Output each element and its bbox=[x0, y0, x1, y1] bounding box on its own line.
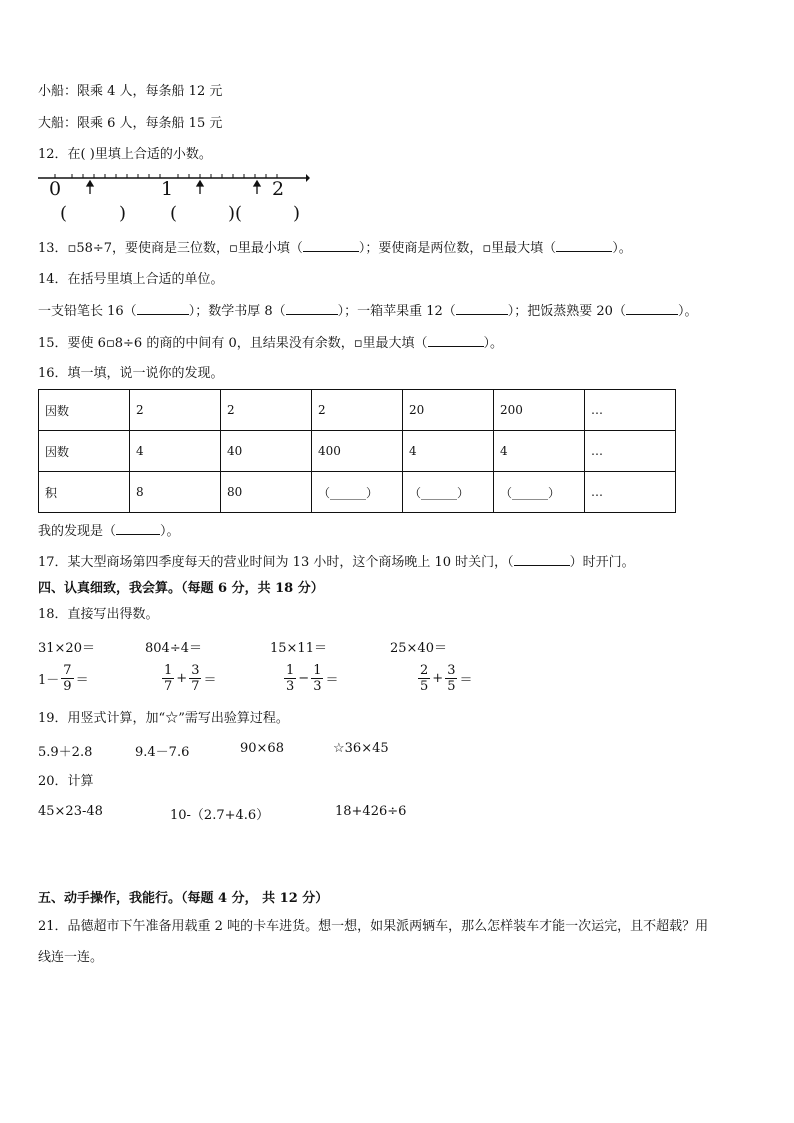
q15-text: 15．要使 6▫8÷6 的商的中间有 0，且结果没有余数，▫里最大填（ bbox=[38, 336, 428, 351]
operator: − bbox=[298, 671, 310, 686]
expr-part: ＝ bbox=[459, 673, 473, 688]
table-cell: … bbox=[585, 472, 676, 513]
operator: + bbox=[176, 671, 188, 686]
expr-part: ＝ bbox=[203, 673, 217, 688]
q18-item: 804÷4＝ bbox=[145, 641, 202, 656]
number-line-blank[interactable]: ) bbox=[293, 203, 301, 224]
finding-line bbox=[38, 522, 180, 541]
table-row bbox=[39, 472, 676, 513]
q14-text: ）；把饭蒸熟要 20（ bbox=[507, 304, 626, 319]
fraction bbox=[284, 663, 296, 694]
finding-text: ）。 bbox=[160, 524, 180, 539]
section-4-heading: 四、认真细致，我会算。（每题 6 分，共 18 分） bbox=[38, 581, 324, 596]
table-cell: 4 bbox=[403, 431, 494, 472]
question-20: 20．计算 bbox=[38, 774, 94, 789]
number-line-label-0: 0 bbox=[49, 178, 62, 200]
q13-text: 13．▫58÷7，要使商是三位数，▫里最小填（ bbox=[38, 241, 303, 256]
fraction bbox=[189, 663, 201, 694]
fraction bbox=[311, 663, 323, 694]
table-cell: 40 bbox=[221, 431, 312, 472]
table-cell: … bbox=[585, 431, 676, 472]
question-16: 16．填一填，说一说你的发现。 bbox=[38, 366, 224, 381]
q20-item: 18+426÷6 bbox=[335, 804, 407, 819]
table-cell: 4 bbox=[130, 431, 221, 472]
table-cell: … bbox=[585, 390, 676, 431]
table-cell: 2 bbox=[130, 390, 221, 431]
q18-item: 31×20＝ bbox=[38, 641, 95, 656]
numerator: 3 bbox=[447, 663, 456, 678]
question-17 bbox=[38, 553, 635, 572]
q18-item: 15×11＝ bbox=[270, 641, 327, 656]
numerator: 3 bbox=[191, 663, 200, 678]
answer-blank[interactable] bbox=[428, 334, 484, 347]
table-answer-cell[interactable]: （______） bbox=[312, 472, 403, 513]
denominator: 5 bbox=[420, 679, 429, 694]
table-row bbox=[39, 431, 676, 472]
expr-part: ＝ bbox=[325, 673, 339, 688]
table-cell: 2 bbox=[221, 390, 312, 431]
table-cell: 20 bbox=[403, 390, 494, 431]
answer-blank[interactable] bbox=[303, 239, 359, 252]
number-line-blank[interactable]: ) bbox=[119, 203, 127, 224]
answer-blank[interactable] bbox=[137, 302, 189, 315]
fraction bbox=[445, 663, 457, 694]
fraction-expression bbox=[416, 663, 472, 694]
table-row bbox=[39, 390, 676, 431]
table-cell: 2 bbox=[312, 390, 403, 431]
q14-text: ）；一箱苹果重 12（ bbox=[337, 304, 456, 319]
number-line-label-1: 1 bbox=[161, 178, 174, 200]
numerator: 1 bbox=[286, 663, 295, 678]
q14-text: ）；数学书厚 8（ bbox=[188, 304, 286, 319]
q19-item: ☆36×45 bbox=[333, 741, 389, 756]
q13-text: ）；要使商是两位数，▫里最大填（ bbox=[358, 241, 557, 256]
arrow-up-icon bbox=[87, 181, 260, 194]
number-line-blank[interactable]: )( bbox=[228, 203, 243, 224]
question-18: 18．直接写出得数。 bbox=[38, 607, 159, 622]
fraction bbox=[418, 663, 430, 694]
question-14: 14．在括号里填上合适的单位。 bbox=[38, 272, 224, 287]
denominator: 3 bbox=[286, 679, 295, 694]
q18-item: 25×40＝ bbox=[390, 641, 447, 656]
fraction bbox=[162, 663, 174, 694]
operator: + bbox=[432, 671, 444, 686]
question-15 bbox=[38, 334, 503, 353]
fraction-expression bbox=[282, 663, 338, 694]
table-cell: 8 bbox=[130, 472, 221, 513]
number-line-blank[interactable]: ( bbox=[170, 203, 178, 224]
q19-item: 90×68 bbox=[240, 741, 284, 756]
numerator: 7 bbox=[63, 663, 72, 678]
denominator: 7 bbox=[164, 679, 173, 694]
question-13 bbox=[38, 239, 632, 258]
q20-item: 45×23-48 bbox=[38, 804, 103, 819]
q15-text: ）。 bbox=[483, 336, 504, 351]
section-5-heading: 五、动手操作，我能行。（每题 4 分， 共 12 分） bbox=[38, 891, 329, 906]
table-cell: 400 bbox=[312, 431, 403, 472]
fraction-expression bbox=[38, 663, 89, 694]
table-answer-cell[interactable]: （______） bbox=[403, 472, 494, 513]
denominator: 3 bbox=[313, 679, 322, 694]
q19-item: 9.4－7.6 bbox=[135, 745, 190, 760]
q17-text: ）时开门。 bbox=[569, 555, 635, 570]
question-14-items bbox=[38, 302, 697, 321]
numerator: 2 bbox=[420, 663, 429, 678]
denominator: 9 bbox=[63, 679, 72, 694]
question-21: 21．品德超市下午准备用载重 2 吨的卡车进货。想一想，如果派两辆车，那么怎样装车才能一次运完，且不超载？用 bbox=[38, 919, 709, 934]
answer-blank[interactable] bbox=[514, 553, 570, 566]
q19-item: 5.9＋2.8 bbox=[38, 745, 93, 760]
q13-text: ）。 bbox=[612, 241, 632, 256]
expr-part: ＝ bbox=[75, 673, 89, 688]
small-boat-line: 小船：限乘 4 人，每条船 12 元 bbox=[38, 84, 223, 99]
expr-part: 1－ bbox=[38, 673, 60, 688]
answer-blank[interactable] bbox=[286, 302, 338, 315]
question-21-cont: 线连一连。 bbox=[38, 950, 104, 965]
q20-item: 10-（2.7+4.6） bbox=[170, 808, 270, 823]
answer-blank[interactable] bbox=[626, 302, 678, 315]
table-cell: 因数 bbox=[39, 390, 130, 431]
number-line-blank[interactable]: ( bbox=[60, 203, 68, 224]
number-line bbox=[38, 170, 310, 196]
answer-blank[interactable] bbox=[556, 239, 612, 252]
table-cell: 200 bbox=[494, 390, 585, 431]
fraction-expression bbox=[160, 663, 216, 694]
denominator: 5 bbox=[447, 679, 456, 694]
finding-text: 我的发现是（ bbox=[38, 524, 117, 539]
factor-product-table bbox=[38, 389, 676, 513]
q14-text: ）。 bbox=[677, 304, 698, 319]
table-cell: 因数 bbox=[39, 431, 130, 472]
table-cell: 4 bbox=[494, 431, 585, 472]
question-19: 19．用竖式计算，加“☆”需写出验算过程。 bbox=[38, 711, 289, 726]
table-answer-cell[interactable]: （______） bbox=[494, 472, 585, 513]
numerator: 1 bbox=[164, 663, 173, 678]
answer-blank[interactable] bbox=[116, 522, 160, 535]
answer-blank[interactable] bbox=[456, 302, 508, 315]
numerator: 1 bbox=[313, 663, 322, 678]
question-12: 12．在( )里填上合适的小数。 bbox=[38, 147, 212, 162]
table-cell: 80 bbox=[221, 472, 312, 513]
q14-text: 一支铅笔长 16（ bbox=[38, 304, 137, 319]
denominator: 7 bbox=[191, 679, 200, 694]
fraction bbox=[61, 663, 73, 694]
q17-text: 17．某大型商场第四季度每天的营业时间为 13 小时，这个商场晚上 10 时关门，（ bbox=[38, 555, 514, 570]
table-cell: 积 bbox=[39, 472, 130, 513]
big-boat-line: 大船：限乘 6 人，每条船 15 元 bbox=[38, 116, 223, 131]
number-line-label-2: 2 bbox=[272, 178, 285, 200]
